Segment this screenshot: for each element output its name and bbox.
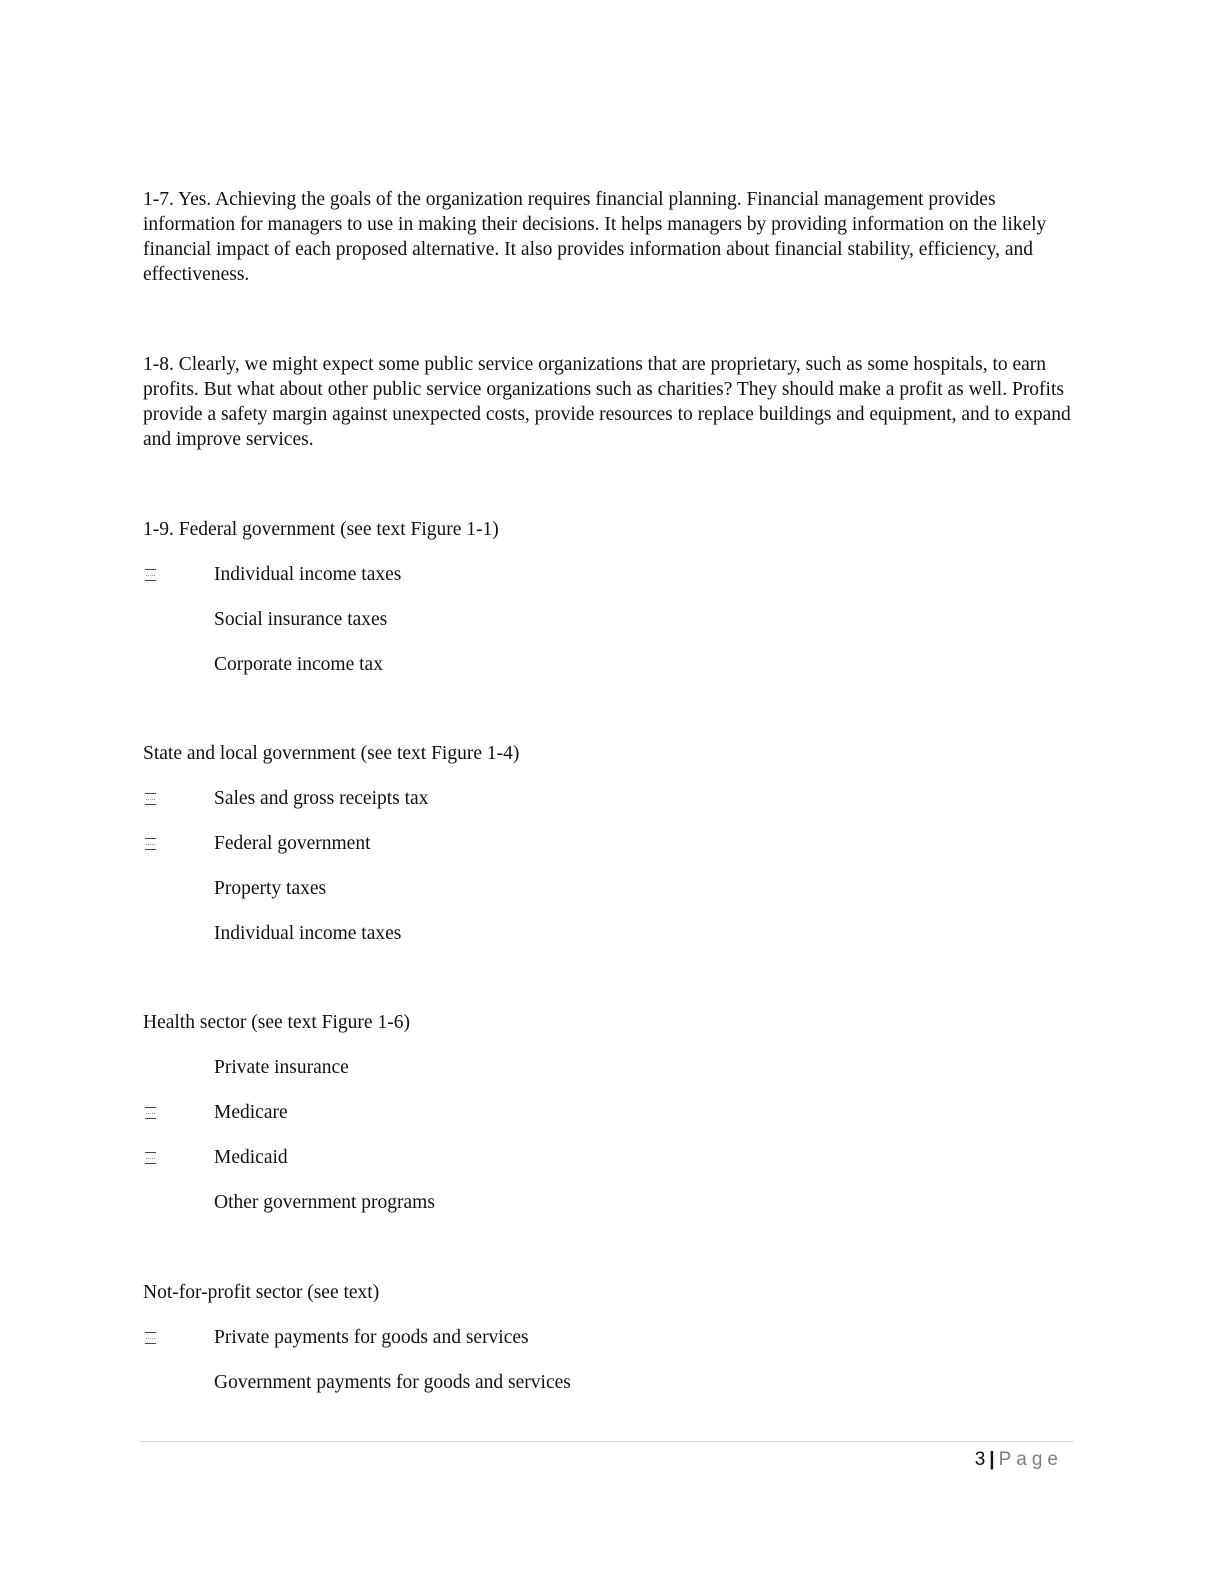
bullet-marker bbox=[145, 1151, 157, 1165]
footer-divider bbox=[140, 1441, 1073, 1442]
federal-item: Individual income taxes bbox=[214, 564, 402, 585]
state-local-item: Sales and gross receipts tax bbox=[214, 788, 429, 809]
nonprofit-item: Private payments for goods and services bbox=[214, 1327, 529, 1348]
state-local-item: Property taxes bbox=[214, 878, 327, 899]
bullet-marker bbox=[145, 1331, 157, 1345]
bullet-marker bbox=[145, 792, 157, 806]
health-item: Other government programs bbox=[214, 1192, 435, 1213]
health-item: Medicaid bbox=[214, 1147, 288, 1168]
federal-item: Social insurance taxes bbox=[214, 609, 388, 630]
bullet-marker bbox=[145, 568, 157, 582]
health-heading: Health sector (see text Figure 1-6) bbox=[143, 1012, 410, 1033]
federal-heading: 1-9. Federal government (see text Figure 1-1) bbox=[143, 519, 499, 540]
state-local-item: Federal government bbox=[214, 833, 371, 854]
page-number: 3 bbox=[974, 1449, 986, 1470]
health-item: Private insurance bbox=[214, 1057, 349, 1078]
answer-1-7: 1-7. Yes. Achieving the goals of the organization requires financial planning. Financial management provides information for managers to use in making their decisions. It helps managers by providing information on the likely financial impact of each proposed alternative. It also provides information about financial stability, efficiency, and effectiveness. bbox=[143, 189, 1047, 285]
bullet-marker bbox=[145, 837, 157, 851]
health-item: Medicare bbox=[214, 1102, 288, 1123]
page-footer bbox=[975, 1448, 1063, 1472]
page-label: Page bbox=[998, 1449, 1063, 1470]
state-local-heading: State and local government (see text Figure 1-4) bbox=[143, 743, 520, 764]
bullet-marker bbox=[145, 1106, 157, 1120]
nonprofit-item: Government payments for goods and services bbox=[214, 1372, 571, 1393]
answer-1-8: 1-8. Clearly, we might expect some public service organizations that are proprietary, such as some hospitals, to earn profits. But what about other public service organizations such as charities? They should make a profit as well. Profits provide a safety margin against unexpected costs, provide resources to replace buildings and equipment, and to expand and improve services. bbox=[143, 354, 1071, 450]
state-local-item: Individual income taxes bbox=[214, 923, 402, 944]
federal-item: Corporate income tax bbox=[214, 654, 383, 675]
footer-separator: | bbox=[989, 1449, 995, 1470]
nonprofit-heading: Not-for-profit sector (see text) bbox=[143, 1282, 380, 1303]
